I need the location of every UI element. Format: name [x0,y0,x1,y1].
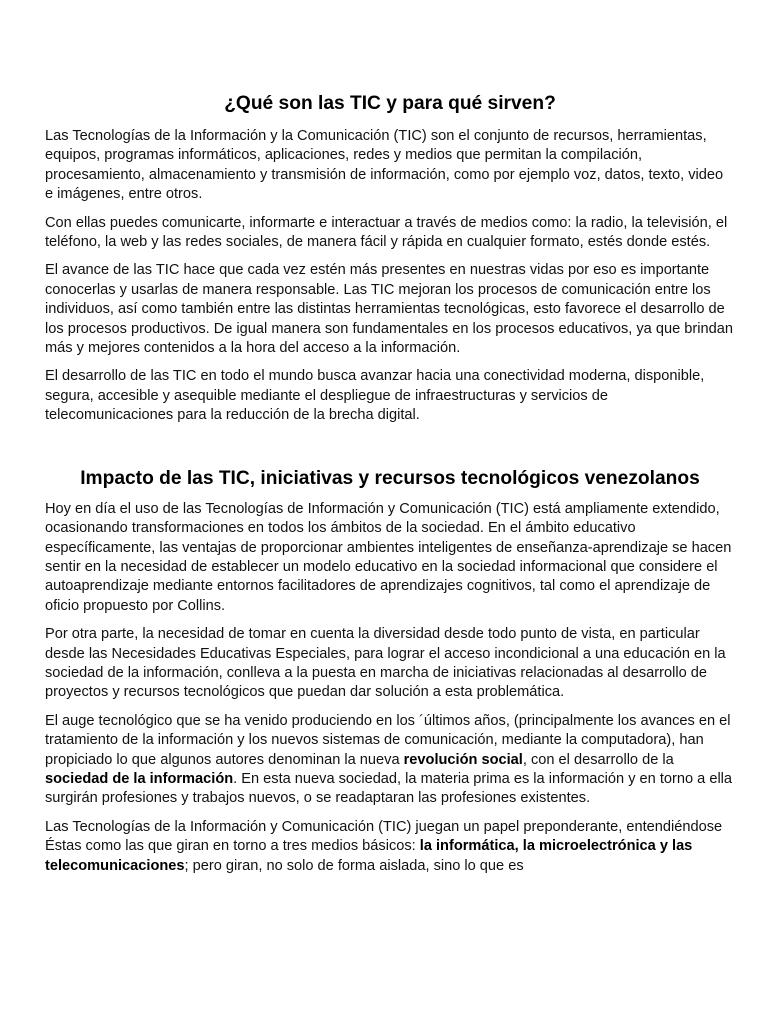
paragraph-papel-tic [45,818,735,876]
paragraph-diversidad: Por otra parte, la necesidad de tomar en cuenta la diversidad desde todo punto de vista, en particular desde las Necesidades Educativas Especiales, para lograr el acceso incondicional a una educación en la sociedad de la información, conlleva a la puesta en marcha de iniciativas relacionadas al desarrollo de proyectos y recursos tecnológicos que puedan dar solución a esta problemática. [45,626,726,701]
paragraph-definicion: Las Tecnologías de la Información y la Comunicación (TIC) son el conjunto de recursos, herramientas, equipos, programas informáticos, aplicaciones, redes y medios que permitan la compilación, procesamiento, almacenamiento y transmisión de información, como por ejemplo voz, datos, texto, video e imágenes, entre otros. [45,128,724,203]
section-title-que-son-tic: ¿Qué son las TIC y para qué sirven? [224,93,556,114]
document-body [45,91,735,885]
paragraph-desarrollo: El desarrollo de las TIC en todo el mundo busca avanzar hacia una conectividad moderna, disponible, segura, accesible y asequible mediante el despliegue de infraestructuras y servicios de telecomunicaciones para la reducción de la brecha digital. [45,368,705,424]
bold-sociedad-informacion: sociedad de la información [45,770,234,787]
bold-revolucion-social: revolución social [403,751,523,768]
paragraph-comunicacion: Con ellas puedes comunicarte, informarte e interactuar a través de medios como: la radio, la televisión, el teléfono, la web y las redes sociales, de manera fácil y rápida en cualquier formato, estés donde estés. [45,214,728,251]
text-run: . En esta nueva sociedad, la materia prima es la información y en torno a ella surgirán profesiones y trabajos nuevos, o se readaptaran las profesiones existentes. [45,770,733,807]
bold-medios-basicos: la informática, la microelectrónica y las telecomunicaciones [45,838,693,874]
paragraph-avance: El avance de las TIC hace que cada vez estén más presentes en nuestras vidas por eso es importante conocerlas y usarlas de manera responsable. Las TIC mejoran los procesos de comunicación entre los individuos, así como también entre las distintas herramientas tecnológicas, esto favorece el desarrollo de los procesos productivos. De igual manera son fundamentales en los procesos educativos, ya que brindan más y mejores contenidos a la hora del acceso a la información. [45,262,733,357]
text-run: El auge tecnológico que se ha venido produciendo en los ´últimos años, (principalmente los avances en el tratamiento de la información y los nuevos sistemas de comunicación, mediante la computadora), han propiciado lo que algunos autores denominan la nueva [45,712,731,768]
paragraph-uso-tic: Hoy en día el uso de las Tecnologías de Información y Comunicación (TIC) está ampliamente extendido, ocasionando transformaciones en todos los ámbitos de la sociedad. En el ámbito educativo específicamente, las ventajas de proporcionar ambientes inteligentes de enseñanza-aprendizaje se hacen sentir en la necesidad de establecer un modelo educativo en la sociedad informacional que considere el autoaprendizaje mediante entornos facilitadores de aprendizajes cognitivos, tal como el aprendizaje de oficio propuesto por Collins. [45,500,732,614]
text-run: , con el desarrollo de la [522,751,674,768]
section-title-impacto-tic: Impacto de las TIC, iniciativas y recursos tecnológicos venezolanos [80,467,700,489]
text-run: Las Tecnologías de la Información y Comunicación (TIC) juegan un papel preponderante, entendiéndose Éstas como las que giran en torno a tres medios básicos: [45,818,723,855]
paragraph-auge-tecnologico [45,712,735,809]
text-run: ; pero giran, no solo de forma aislada, sino lo que es [184,857,524,874]
